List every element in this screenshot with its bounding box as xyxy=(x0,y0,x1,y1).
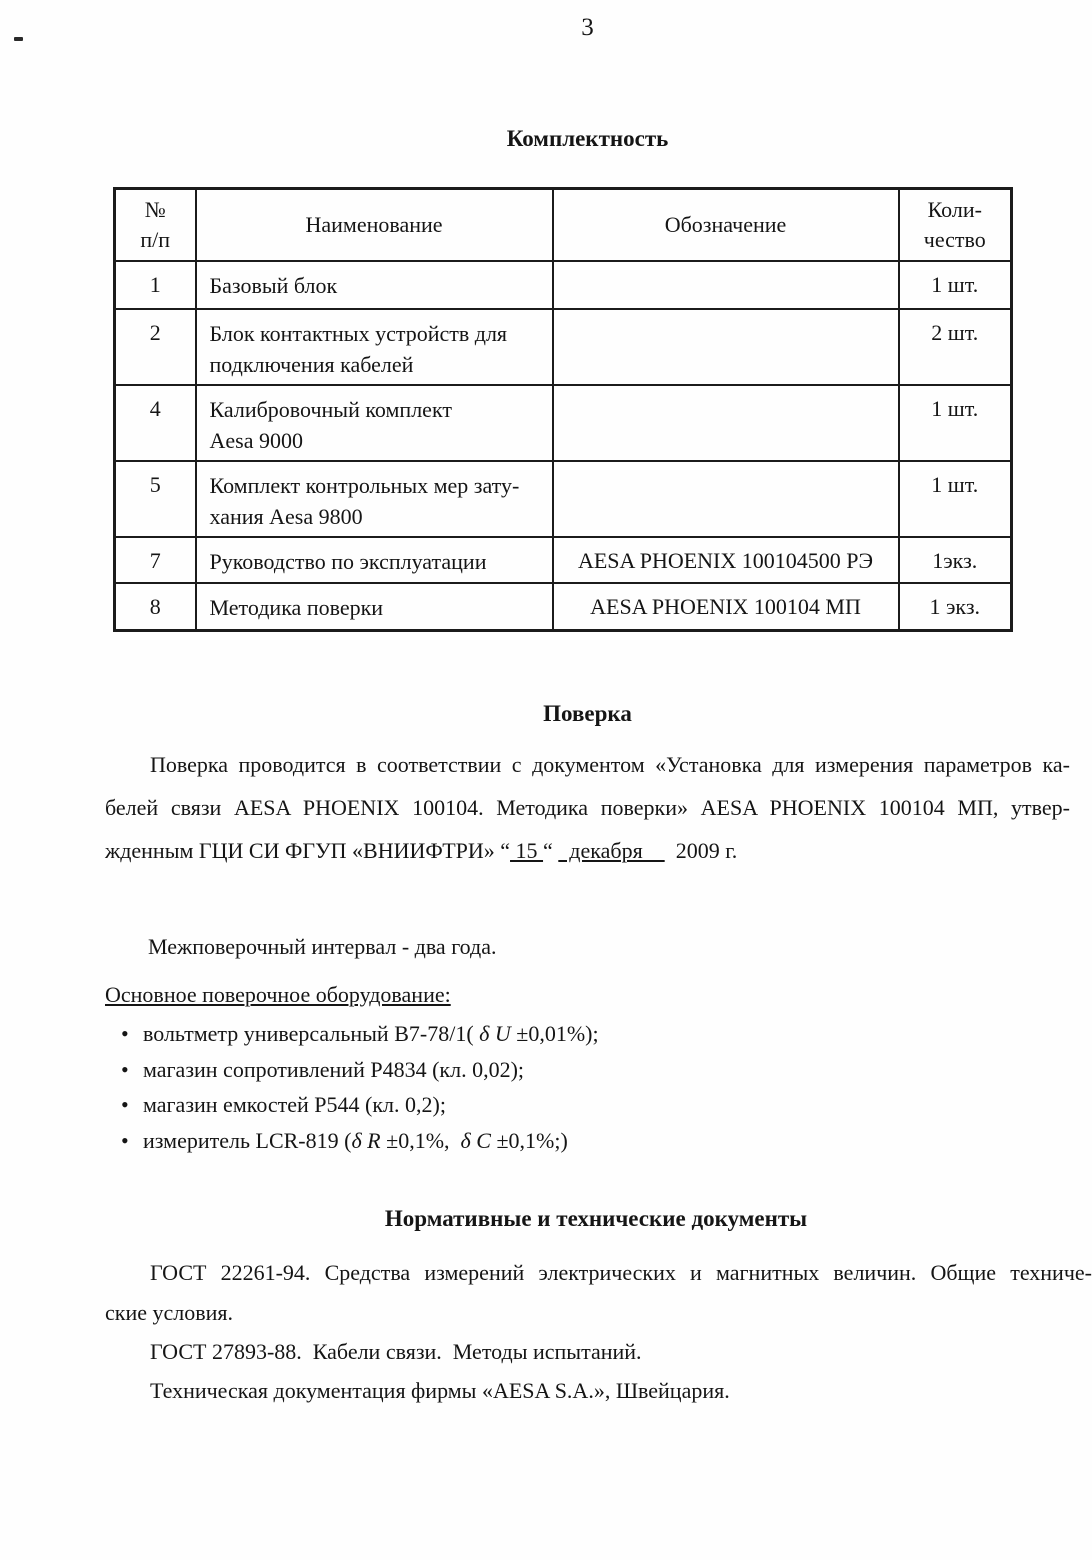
documents-section-title: Нормативные и технические документы xyxy=(384,1206,808,1231)
row-designation-cell xyxy=(553,261,899,309)
kit-table xyxy=(113,187,1013,632)
verification-section-title: Поверка xyxy=(543,701,632,726)
scan-speck xyxy=(14,37,23,41)
item-text: магазин сопротивлений Р4834 (кл. 0,02); xyxy=(143,1056,525,1082)
row-name-cell xyxy=(196,385,553,461)
name-line: Комплект контрольных мер зату- xyxy=(209,472,520,498)
name-line: Методика поверки xyxy=(209,594,384,620)
header-cell-designation: Обозначение xyxy=(553,189,899,261)
table-row xyxy=(115,261,1012,309)
item-variable: δ R xyxy=(351,1127,381,1153)
bullet-icon: • xyxy=(121,1127,129,1153)
row-num-cell: 7 xyxy=(115,537,196,583)
row-name-cell xyxy=(196,309,553,385)
date-line-suffix: 2009 г. xyxy=(664,838,738,863)
row-qty-cell: 2 шт. xyxy=(899,309,1012,385)
table-row xyxy=(115,583,1012,631)
item-text: вольтметр универсальный В7-78/1( xyxy=(143,1021,480,1046)
date-line-prefix: жденным ГЦИ СИ ФГУП «ВНИИФТРИ» “ xyxy=(105,838,511,863)
header-cell-qty xyxy=(899,189,1012,261)
row-num-cell: 5 xyxy=(115,461,196,537)
documents-paragraph-line: ГОСТ 22261-94. Средства измерений электрических и магнитных величин. Общие техниче- xyxy=(150,1260,1092,1285)
interval-text: Межповерочный интервал - два года. xyxy=(148,934,497,959)
list-item xyxy=(121,1016,599,1052)
table-row xyxy=(115,537,1012,583)
verification-paragraph-line: Поверка проводится в соответствии с документом «Установка для измерения параметров ка- xyxy=(150,752,1070,777)
row-num-cell: 8 xyxy=(115,583,196,631)
row-num-cell: 1 xyxy=(115,261,196,309)
header-num-line1: № xyxy=(144,196,166,222)
name-line: хания Aesa 9800 xyxy=(209,503,363,529)
verification-paragraph-line: белей связи AESA PHOENIX 100104. Методика поверки» AESA PHOENIX 100104 МП, утвер- xyxy=(105,795,1070,820)
table-row xyxy=(115,385,1012,461)
header-num-line2: п/п xyxy=(140,226,171,252)
row-name-cell xyxy=(196,537,553,583)
fill-in-month: декабря xyxy=(558,838,665,863)
list-item xyxy=(121,1052,599,1088)
name-line: подключения кабелей xyxy=(209,351,414,377)
page-number: 3 xyxy=(581,14,594,41)
bullet-icon: • xyxy=(121,1092,129,1117)
header-qty-line1: Коли- xyxy=(927,196,982,222)
item-text: измеритель LCR-819 ( xyxy=(143,1127,352,1153)
kit-section-title: Комплектность xyxy=(506,126,669,151)
documents-paragraph-line: ские условия. xyxy=(105,1300,234,1325)
row-qty-cell: 1 шт. xyxy=(899,261,1012,309)
row-designation-cell: AESA PHOENIX 100104 МП xyxy=(553,583,899,631)
row-qty-cell: 1 шт. xyxy=(899,385,1012,461)
name-line: Калибровочный комплект xyxy=(209,396,452,422)
row-designation-cell: AESA PHOENIX 100104500 РЭ xyxy=(553,537,899,583)
header-cell-name: Наименование xyxy=(196,189,553,261)
item-variable: δ U xyxy=(479,1021,511,1046)
item-variable: δ C xyxy=(460,1127,491,1153)
bullet-icon: • xyxy=(121,1056,129,1082)
table-header-row xyxy=(115,189,1012,261)
list-item xyxy=(121,1123,599,1159)
row-name-cell xyxy=(196,461,553,537)
equipment-heading: Основное поверочное оборудование: xyxy=(105,982,451,1007)
verification-paragraph-line xyxy=(105,836,737,866)
item-text: ±0,1%, xyxy=(380,1127,461,1153)
item-text: ±0,1%;) xyxy=(490,1127,568,1153)
row-designation-cell xyxy=(553,385,899,461)
fill-in-day: 15 xyxy=(510,838,544,863)
row-num-cell: 4 xyxy=(115,385,196,461)
header-qty-line2: чество xyxy=(923,226,986,252)
name-line: Aesa 9000 xyxy=(209,427,303,453)
documents-paragraph-line: Техническая документация фирмы «AESA S.A.», Швейцария. xyxy=(150,1378,730,1403)
row-name-cell xyxy=(196,583,553,631)
table-row xyxy=(115,309,1012,385)
row-qty-cell: 1 экз. xyxy=(899,583,1012,631)
name-line: Базовый блок xyxy=(209,272,338,298)
documents-paragraph-line: ГОСТ 27893-88. Кабели связи. Методы испытаний. xyxy=(150,1339,642,1364)
equipment-list xyxy=(121,1016,599,1158)
row-num-cell: 2 xyxy=(115,309,196,385)
header-cell-num xyxy=(115,189,196,261)
table-row xyxy=(115,461,1012,537)
name-line: Блок контактных устройств для xyxy=(209,320,508,346)
row-designation-cell xyxy=(553,309,899,385)
item-text: магазин емкостей Р544 (кл. 0,2); xyxy=(143,1092,446,1117)
row-designation-cell xyxy=(553,461,899,537)
row-qty-cell: 1 шт. xyxy=(899,461,1012,537)
bullet-icon: • xyxy=(121,1021,129,1046)
row-qty-cell: 1экз. xyxy=(899,537,1012,583)
row-name-cell xyxy=(196,261,553,309)
item-text: ±0,01%); xyxy=(510,1021,599,1046)
list-item xyxy=(121,1087,599,1123)
name-line: Руководство по эксплуатации xyxy=(209,548,487,574)
date-line-quote: “ xyxy=(543,838,559,863)
